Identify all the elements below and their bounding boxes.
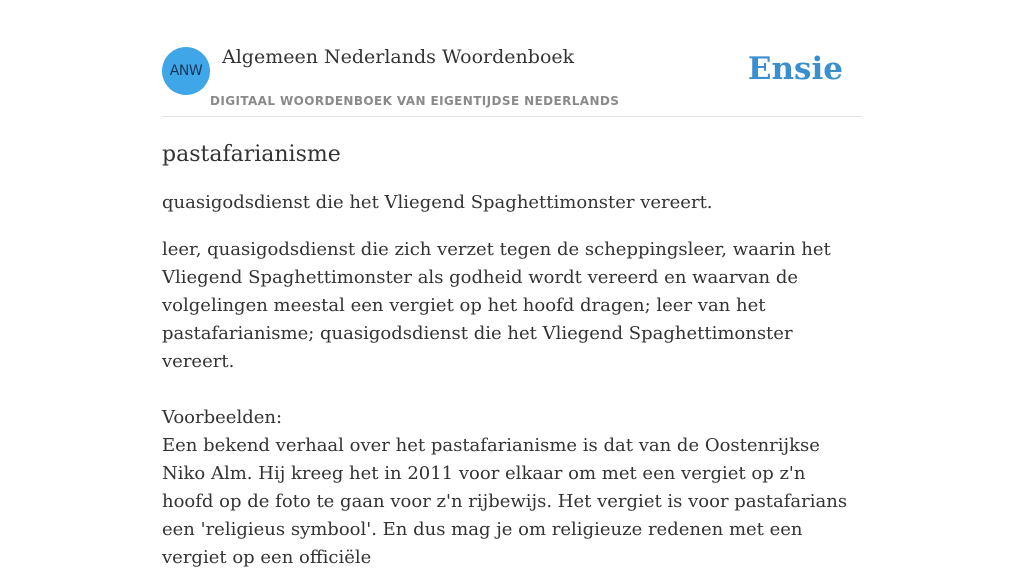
site-header [162, 0, 862, 117]
definition: quasigodsdienst die het Vliegend Spaghettimonster vereert. [162, 192, 713, 213]
entry-body: leer, quasigodsdienst die zich verzet tegen de scheppingsleer, waarin het Vliegend Spaghettimonster als godheid wordt vereerd en waarvan de volgelingen meestal een vergiet op het hoofd dragen; leer van het pastafarianisme; quasigodsdienst die het Vliegend Spaghettimonster vereert. [162, 239, 831, 372]
anw-logo[interactable]: ANW [162, 47, 210, 95]
site-title[interactable]: Algemeen Nederlands Woordenboek [222, 46, 575, 68]
site-subtitle: DIGITAAL WOORDENBOEK VAN EIGENTIJDSE NEDERLANDS [210, 94, 620, 108]
ensie-logo[interactable]: Ensie [747, 51, 843, 87]
examples-label: Voorbeelden: [162, 407, 283, 428]
entry-content [162, 140, 862, 572]
headword: pastafarianisme [162, 142, 341, 167]
example-text: Een bekend verhaal over het pastafarianisme is dat van de Oostenrijkse Niko Alm. Hij kreeg het in 2011 voor elkaar om met een vergiet op z'n hoofd op de foto te gaan voor z'n rijbewijs. Het vergiet is voor pastafarians een 'religieus symbool'. En dus mag je om religieuze redenen met een vergiet op een officiële [162, 435, 848, 568]
